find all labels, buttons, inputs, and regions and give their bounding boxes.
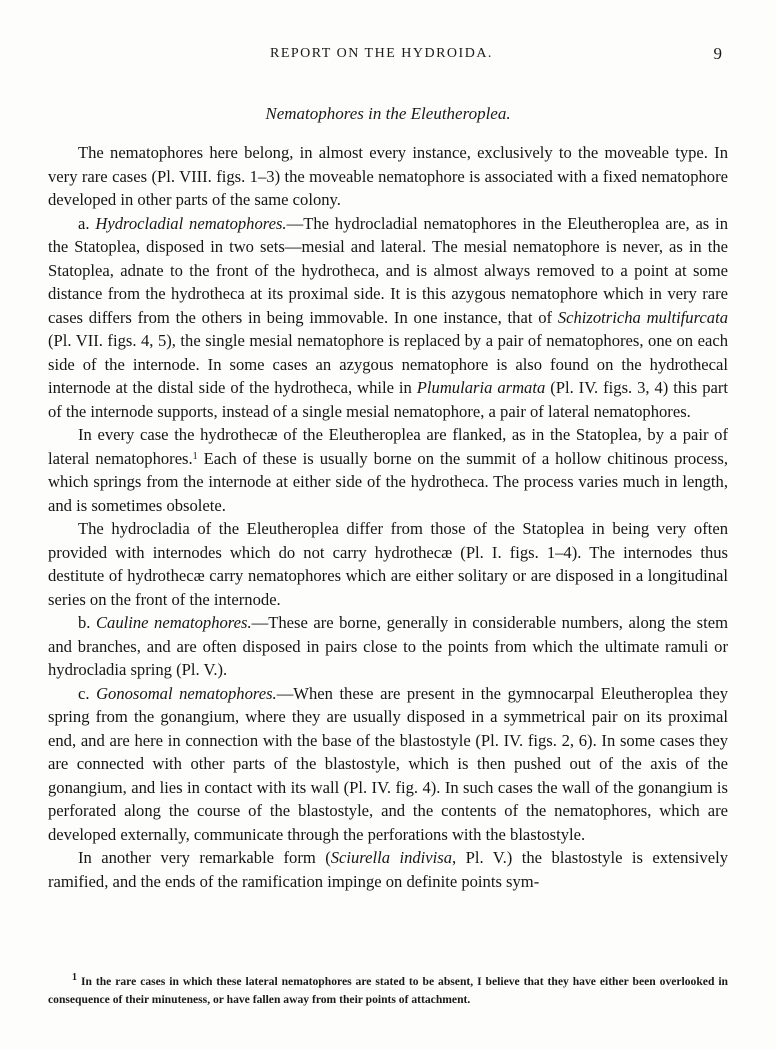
- item-letter: b.: [78, 613, 96, 632]
- item-letter: a.: [78, 213, 96, 233]
- subheading-gonosomal: Gonosomal nematophores.: [96, 683, 277, 703]
- paragraph-intro: [48, 141, 728, 212]
- subheading-hydrocladial: Hydrocladial nematophores.: [95, 213, 287, 233]
- page-number: 9: [713, 44, 722, 63]
- footnote-reference[interactable]: 1: [192, 450, 198, 462]
- paragraph-hydrocladial: [48, 212, 728, 424]
- paragraph-cauline: [48, 611, 728, 682]
- footnote-paragraph: [48, 973, 728, 1009]
- footnote-text: In the rare cases in which these lateral nematophores are stated to be absent, I believe that they have either been overlooked in consequence of their minuteness, or have fallen away from their points of attachment.: [48, 975, 728, 1006]
- text-run: (Pl. VII. figs. 4, 5), the single mesial nematophore is replaced by a pair of nematophores, one on each side of the internode. In some cases an azygous nematophore is also found on the hydrothecal internode at the distal side of the hydrotheca, while in: [48, 331, 728, 397]
- paragraph-hydrocladia: [48, 517, 728, 611]
- body-text: [48, 141, 728, 893]
- text-run: The hydrocladia of the Eleutheroplea differ from those of the Statoplea in being very often provided with internodes which do not carry hydrothecæ (Pl. I. figs. 1–4). The internodes thus destitute of hydrothecæ carry nematophores which are either solitary or are disposed in a longitudinal series on the front of the internode.: [48, 519, 728, 609]
- species-name: Schizotricha multifurcata: [557, 307, 728, 327]
- footnote: [48, 973, 728, 1009]
- text-run: —These are borne, generally in considerable numbers, along the stem and branches, and are often disposed in pairs close to the points from which the ultimate ramuli or hydrocladia spring (Pl. V.).: [48, 613, 728, 679]
- text-run: —The hydrocladial nematophores in the Eleutheroplea are, as in the Statoplea, disposed in two sets—mesial and lateral. The mesial nematophore is never, as in the Statoplea, adnate to the front of the hydrotheca, and is almost always removed to a point at some distance from the hydrotheca at its proximal side. It is this azygous nematophore which in very rare cases differs from the others in being immovable. In one instance, that of: [48, 213, 728, 327]
- text-run: In another very remarkable form (: [78, 848, 331, 867]
- running-title: REPORT ON THE HYDROIDA.: [270, 46, 493, 61]
- text-run: Each of these is usually borne on the summit of a hollow chitinous process, which springs from the internode at either side of the hydrotheca. The process varies much in length, and is sometimes obsolete.: [48, 448, 728, 515]
- species-name: Plumularia armata: [416, 378, 546, 397]
- text-run: In every case the hydrothecæ of the Eleutheroplea are flanked, as in the Statoplea, by a pair of lateral nematophores.: [48, 425, 728, 468]
- paragraph-intro-text: The nematophores here belong, in almost every instance, exclusively to the moveable type. In very rare cases (Pl. VIII. figs. 1–3) the moveable nematophore is associated with a fixed nematophore developed in other parts of the same colony.: [48, 143, 728, 209]
- paragraph-sciurella: [48, 846, 728, 893]
- paragraph-gonosomal: [48, 682, 728, 847]
- section-title: Nematophores in the Eleutheroplea.: [265, 104, 511, 123]
- item-letter: c.: [78, 683, 97, 703]
- text-run: , Pl. V.) the blastostyle is extensively ramified, and the ends of the ramification impinge on definite points sym-: [48, 848, 728, 891]
- subheading-cauline: Cauline nematophores.: [95, 613, 252, 632]
- paragraph-lateral: [48, 423, 728, 517]
- species-name: Sciurella indivisa: [330, 848, 453, 867]
- text-run: —When these are present in the gymnocarpal Eleutheroplea they spring from the gonangium, where they are usually disposed in a symmetrical pair on its proximal end, and are here in connection with the base of the blastostyle (Pl. IV. figs. 2, 6). In some cases they are connected with other parts of the blastostyle, which is then pushed out of the axis of the gonangium, and lies in contact with its wall (Pl. IV. fig. 4). In such cases the wall of the gonangium is perforated along the course of the blastostyle, and the contents of the nematophores, which are developed externally, communicate through the perforations with the blastostyle.: [48, 683, 728, 844]
- text-run: (Pl. IV. figs. 3, 4) this part of the internode supports, instead of a single mesial nematophore, a pair of lateral nematophores.: [48, 378, 728, 421]
- footnote-marker: 1: [72, 972, 77, 983]
